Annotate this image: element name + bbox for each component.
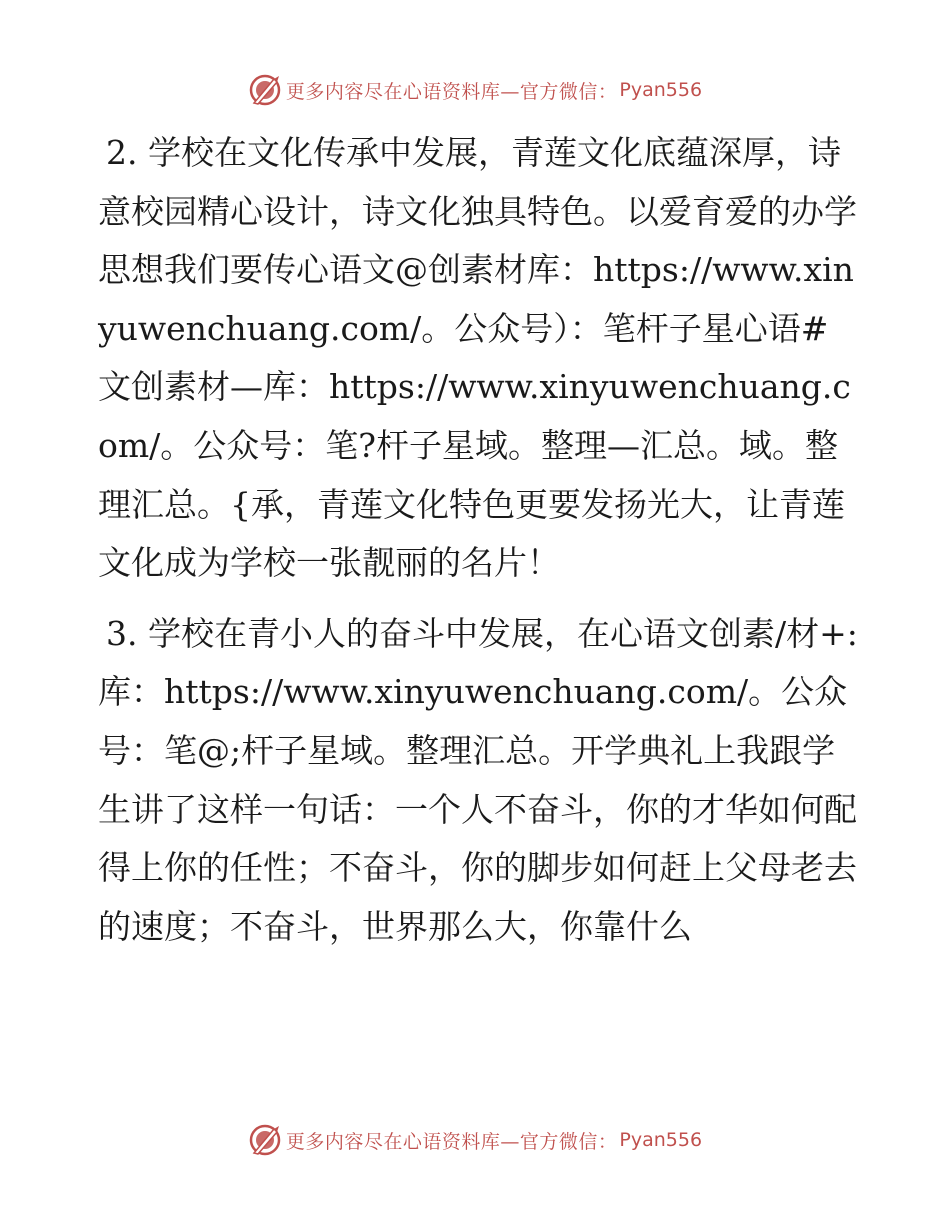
quill-seal-icon <box>248 1123 282 1157</box>
footer-wechat-id: Pyan556 <box>619 1129 703 1151</box>
footer-banner <box>0 1120 950 1160</box>
header-banner <box>0 70 950 110</box>
footer-brand-text: 更多内容尽在心语资料库—官方微信： <box>285 1130 618 1153</box>
quill-seal-icon <box>248 73 282 107</box>
header-brand-text: 更多内容尽在心语资料库—官方微信： <box>285 80 618 103</box>
paragraph-3: 3. 学校在青小人的奋斗中发展，在心语文创素/材+:库：https://www.xinyuwenchuang.com/。公众号：笔@;杆子星域。整理汇总。开学典礼上我跟学生讲了这样一句话：一个人不奋斗，你的才华如何配得上你的任性；不奋斗，你的脚步如何赶上父母老去的速度；不奋斗，世界那么大，你靠什么 <box>98 613 858 946</box>
paragraph-2: 2. 学校在文化传承中发展，青莲文化底蕴深厚，诗意校园精心设计，诗文化独具特色。以爱育爱的办学思想我们要传心语文@创素材库：https://www.xinyuwenchuang.com/。公众号）：笔杆子星心语#文创素材—库：https://www.xinyuwenchuang.com/。公众号：笔?杆子星域。整理—汇总。域。整理汇总。{承，青莲文化特色更要发扬光大，让青莲文化成为学校一张靓丽的名片！ <box>98 133 857 583</box>
document-body <box>98 124 858 956</box>
header-wechat-id: Pyan556 <box>619 79 703 101</box>
